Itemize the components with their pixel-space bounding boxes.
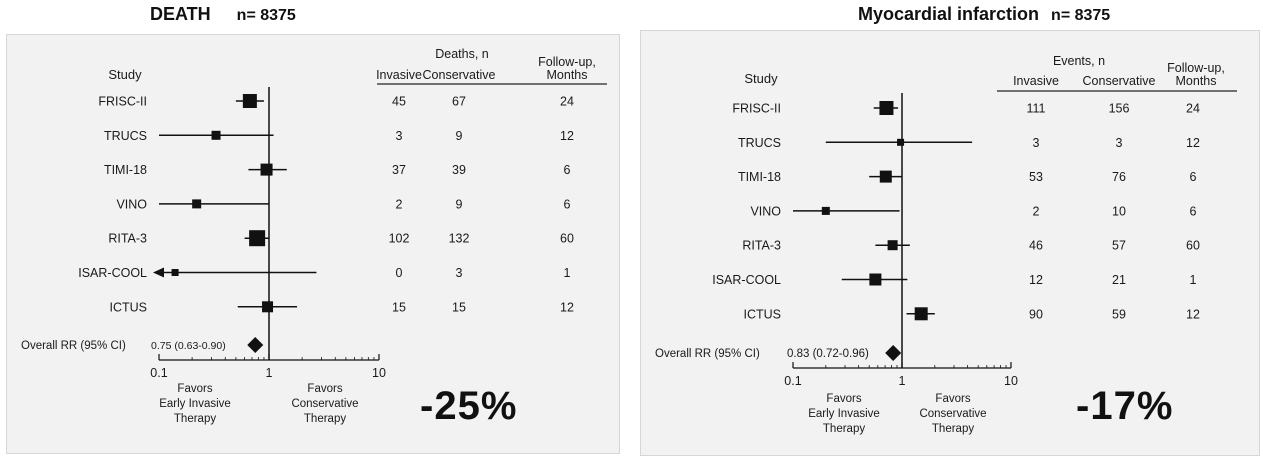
conservative-count: 9 bbox=[455, 197, 463, 212]
point-estimate-timi-18 bbox=[261, 164, 273, 176]
overall-value: 0.83 (0.72-0.96) bbox=[787, 348, 869, 360]
point-estimate-timi-18 bbox=[880, 171, 892, 183]
point-estimate-ictus bbox=[915, 307, 928, 320]
study-label-ictus: ICTUS bbox=[109, 300, 147, 315]
favors-invasive-label: Therapy bbox=[822, 423, 866, 435]
invasive-count: 37 bbox=[392, 163, 406, 178]
conservative-count: 15 bbox=[452, 300, 466, 315]
followup-months: 12 bbox=[560, 300, 574, 315]
favors-invasive-label: Early Invasive bbox=[808, 408, 880, 420]
followup-months: 60 bbox=[560, 231, 574, 246]
favors-invasive-label: Favors bbox=[177, 383, 213, 395]
reduction-mi: -17% bbox=[1076, 384, 1174, 428]
x-tick-label: 10 bbox=[372, 366, 386, 380]
group-header: Events, n bbox=[1052, 54, 1106, 68]
point-estimate-rita-3 bbox=[249, 230, 265, 246]
favors-conservative-label: Conservative bbox=[919, 408, 987, 420]
study-label-rita-3: RITA-3 bbox=[108, 231, 147, 246]
study-label-ictus: ICTUS bbox=[743, 307, 781, 322]
forest-plot-death bbox=[7, 35, 619, 453]
followup-months: 24 bbox=[1186, 101, 1200, 116]
conservative-count: 10 bbox=[1112, 204, 1126, 219]
favors-conservative-label: Favors bbox=[307, 383, 343, 395]
point-estimate-isar-cool bbox=[869, 274, 881, 286]
overall-value: 0.75 (0.63-0.90) bbox=[151, 340, 226, 352]
study-label-frisc-ii: FRISC-II bbox=[732, 101, 781, 116]
followup-header-line1: Follow-up, bbox=[538, 55, 596, 69]
study-label-rita-3: RITA-3 bbox=[742, 238, 781, 253]
invasive-count: 3 bbox=[395, 128, 403, 143]
invasive-count: 111 bbox=[1026, 101, 1046, 116]
overall-diamond bbox=[885, 345, 901, 361]
study-label-isar-cool: ISAR-COOL bbox=[78, 266, 147, 280]
invasive-count: 45 bbox=[392, 94, 406, 109]
headline-mi bbox=[858, 4, 1110, 25]
point-estimate-trucs bbox=[897, 139, 904, 146]
study-label-frisc-ii: FRISC-II bbox=[98, 94, 147, 109]
study-label-trucs: TRUCS bbox=[103, 128, 147, 143]
invasive-count: 90 bbox=[1029, 307, 1043, 322]
headline-death-n: n= 8375 bbox=[236, 7, 296, 24]
x-tick-label: 1 bbox=[898, 374, 906, 388]
point-estimate-trucs bbox=[212, 131, 221, 140]
point-estimate-frisc-ii bbox=[879, 101, 893, 115]
conservative-count: 21 bbox=[1112, 273, 1126, 287]
conservative-count: 39 bbox=[452, 163, 466, 178]
invasive-count: 2 bbox=[395, 197, 403, 212]
point-estimate-vino bbox=[192, 199, 201, 208]
followup-header-line2: Months bbox=[546, 68, 588, 82]
conservative-count: 9 bbox=[455, 128, 463, 143]
headline-death-title: DEATH bbox=[150, 4, 211, 24]
conservative-count: 59 bbox=[1112, 307, 1126, 322]
followup-header-line2: Months bbox=[1175, 74, 1217, 88]
followup-months: 12 bbox=[1186, 135, 1200, 150]
point-estimate-vino bbox=[822, 207, 830, 215]
conservative-count: 76 bbox=[1112, 170, 1126, 185]
followup-months: 1 bbox=[1189, 273, 1197, 287]
group-header: Deaths, n bbox=[435, 47, 489, 61]
study-label-vino: VINO bbox=[750, 204, 781, 219]
favors-conservative-label: Favors bbox=[935, 393, 971, 405]
favors-invasive-label: Favors bbox=[826, 393, 862, 405]
headline-mi-title: Myocardial infarction bbox=[858, 4, 1040, 24]
followup-months: 1 bbox=[563, 266, 571, 280]
x-tick-label: 10 bbox=[1004, 374, 1018, 388]
favors-invasive-label: Early Invasive bbox=[159, 398, 231, 410]
favors-conservative-label: Conservative bbox=[291, 398, 359, 410]
headline-death bbox=[150, 4, 296, 25]
favors-conservative-label: Therapy bbox=[931, 423, 975, 435]
conservative-count: 132 bbox=[448, 231, 470, 246]
study-header: Study bbox=[744, 71, 778, 86]
study-label-isar-cool: ISAR-COOL bbox=[712, 273, 781, 287]
x-tick-label: 0.1 bbox=[150, 366, 168, 380]
x-tick-label: 0.1 bbox=[784, 374, 802, 388]
invasive-count: 53 bbox=[1029, 170, 1043, 185]
invasive-count: 3 bbox=[1032, 135, 1040, 150]
point-estimate-ictus bbox=[262, 301, 273, 312]
col-header-conservative: Conservative bbox=[422, 68, 496, 82]
invasive-count: 46 bbox=[1029, 238, 1043, 253]
followup-months: 24 bbox=[560, 94, 574, 109]
followup-months: 12 bbox=[560, 128, 574, 143]
study-header: Study bbox=[108, 67, 142, 82]
invasive-count: 2 bbox=[1032, 204, 1040, 219]
headline-mi-n: n= 8375 bbox=[1051, 7, 1111, 24]
col-header-invasive: Invasive bbox=[376, 68, 422, 82]
followup-months: 12 bbox=[1186, 307, 1200, 322]
point-estimate-isar-cool bbox=[172, 269, 179, 276]
conservative-count: 156 bbox=[1108, 101, 1130, 116]
favors-invasive-label: Therapy bbox=[173, 413, 217, 425]
invasive-count: 12 bbox=[1029, 273, 1043, 287]
invasive-count: 0 bbox=[395, 266, 403, 280]
followup-months: 6 bbox=[1189, 204, 1197, 219]
followup-months: 60 bbox=[1186, 238, 1200, 253]
ci-arrow-isar-cool bbox=[153, 268, 164, 278]
study-label-vino: VINO bbox=[116, 197, 147, 212]
point-estimate-rita-3 bbox=[888, 240, 898, 250]
forest-panel-death bbox=[6, 34, 620, 454]
conservative-count: 3 bbox=[455, 266, 463, 280]
followup-months: 6 bbox=[1189, 170, 1197, 185]
followup-header-line1: Follow-up, bbox=[1167, 61, 1225, 75]
col-header-conservative: Conservative bbox=[1082, 74, 1156, 88]
study-label-timi-18: TIMI-18 bbox=[103, 163, 147, 178]
invasive-count: 15 bbox=[392, 300, 406, 315]
reduction-death: -25% bbox=[420, 384, 518, 428]
col-header-invasive: Invasive bbox=[1013, 74, 1059, 88]
point-estimate-frisc-ii bbox=[243, 94, 257, 108]
overall-label: Overall RR (95% CI) bbox=[21, 340, 126, 352]
followup-months: 6 bbox=[563, 163, 571, 178]
conservative-count: 67 bbox=[452, 94, 466, 109]
study-label-timi-18: TIMI-18 bbox=[737, 170, 781, 185]
favors-conservative-label: Therapy bbox=[303, 413, 347, 425]
x-tick-label: 1 bbox=[265, 366, 273, 380]
followup-months: 6 bbox=[563, 197, 571, 212]
overall-label: Overall RR (95% CI) bbox=[655, 348, 760, 360]
conservative-count: 3 bbox=[1115, 135, 1123, 150]
invasive-count: 102 bbox=[388, 231, 410, 246]
study-label-trucs: TRUCS bbox=[737, 135, 781, 150]
overall-diamond bbox=[247, 337, 263, 353]
conservative-count: 57 bbox=[1112, 238, 1126, 253]
